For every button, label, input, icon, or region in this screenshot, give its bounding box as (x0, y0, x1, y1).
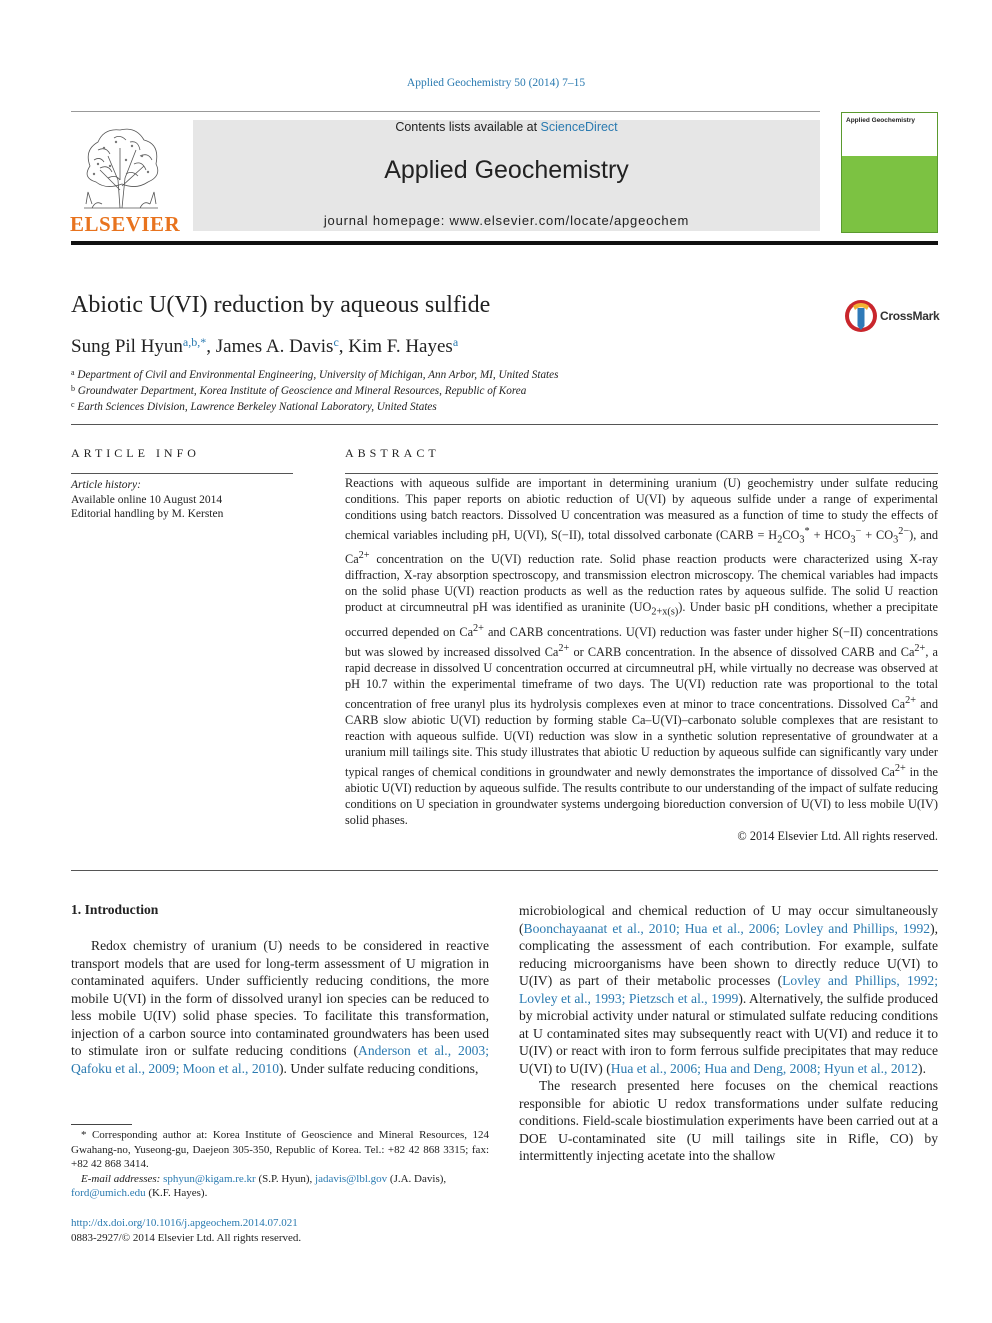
doi-block (71, 1216, 301, 1246)
journal-citation[interactable]: Applied Geochemistry 50 (2014) 7–15 (406, 77, 586, 89)
author-separator: , (206, 336, 216, 357)
header-rule (71, 111, 820, 112)
journal-title: Applied Geochemistry (384, 156, 629, 184)
author-list (71, 335, 458, 358)
abstract-body: Reactions with aqueous sulfide are important in determining uranium (U) geochemistry under sulfate reducing conditions. This paper reports on abiotic reduction of U(VI) by aqueous sulfide under a range of experimental conditions using batch reactors. Dissolved U concentration was measured as a function of time to study the effects of chemical variables including pH, U(VI), S(−II), total dissolved carbonate (CARB = $H_2CO_3^* + HCO_3^- + CO_3^{2-}$), and $Ca^{2+}$ concentration on the U(VI) reduction rate. Solid phase reaction products were characterized using X-ray diffraction, X-ray absorption spectroscopy, and transmission electron microscopy. The chemical variables had impacts on the solid phase U(VI) reaction products as well as the reduction rates by aqueous sulfide. The solid U reaction product at circumneutral pH was identified as uraninite $(UO_{2+x(s)})$. Under basic pH conditions, whether a precipitate occurred depended on $Ca^{2+}$ and CARB concentrations. U(VI) reduction was faster under higher S(−II) concentrations but was slowed by increased dissolved $Ca^{2+}$ or CARB concentration. In the absence of dissolved CARB and $Ca^{2+}$, a rapid decrease in dissolved U concentration occurred at circumneutral pH, while virtually no decrease was observed at pH 10.7 within the experimental timeframe of two days. The U(VI) reduction rate was proportional to the total concentration of free uranyl plus its hydrolysis complexes even at minor to trace concentrations. Dissolved $Ca^{2+}$ and CARB slow abiotic U(VI) reduction by forming stable Ca–U(VI)–carbonato soluble complexes that are resistant to reaction with aqueous sulfide. U(VI) reduction was slow in a synthetic solution representative of groundwater at a uranium mill tailings site. This study illustrates that abiotic U reduction by aqueous sulfide can significantly vary under typical ranges of chemical conditions in groundwater and newly demonstrates the importance of dissolved $Ca^{2+}$ in the abiotic U(VI) reduction by aqueous sulfide. The results contribute to our understanding of the impact of sulfate reducing conditions on U speciation in groundwater systems undergoing bioreduction conversion of U(VI) to less mobile U(IV) solid phases. (345, 476, 939, 827)
abstract-bottom-rule (71, 870, 938, 871)
copyright-notice: © 2014 Elsevier Ltd. All rights reserved. (737, 829, 938, 843)
email-addresses (71, 1172, 489, 1201)
body-paragraph: Redox chemistry of uranium (U) needs to be considered in reactive transport models that are used for long-term assessment of U migration in contaminated aquifers. Under sufficiently reducing conditions, the more mobile U(VI) in the form of dissolved uranyl ion species can be reduced to less mobile U(IV) solid phase species. To facilitate this transformation, injection of a carbon source into contaminated groundwaters has been used to stimulate iron or sulfate reducing conditions (Anderson et al., 2003; Qafoku et al., 2009; Moon et al., 2010). Under sulfate reducing conditions, (71, 938, 489, 1076)
doi-link[interactable]: http://dx.doi.org/10.1016/j.apgeochem.2014.07.021 (71, 1217, 298, 1229)
affiliation (71, 382, 558, 398)
history-label: Article history: (71, 479, 141, 491)
footnote-rule (71, 1124, 132, 1125)
article-info-heading: ARTICLE INFO (71, 446, 200, 460)
corresponding-author-note: * Corresponding author at: Korea Institute of Geoscience and Mineral Resources, 124 Gwahang-no, Yuseong-gu, Daejeon 305-350, Republic of Korea. Tel.: +82 42 868 3315; fax: +82 42 868 3414. (71, 1129, 489, 1170)
email-owner: (K.F. Hayes). (145, 1187, 208, 1199)
header-thick-rule (71, 241, 938, 245)
reference-link[interactable]: Lovley and Phillips, 1992; Lovley et al., 1993; Pietzsch et al., 1999 (519, 973, 938, 1006)
article-history (71, 478, 293, 522)
author-name[interactable]: Kim F. Hayes (348, 336, 453, 357)
elsevier-wordmark[interactable]: ELSEVIER (70, 212, 181, 236)
journal-cover-thumbnail[interactable] (841, 112, 938, 233)
body-paragraph: The research presented here focuses on the chemical reactions responsible for abiotic U redox transformations under sulfate reducing conditions. Field-scale biostimulation experiments have been carried out at a DOE U-contaminated site (U mill tailings site in Rifle, CO) by intermittently injecting acetate into the shallow (519, 1078, 938, 1163)
affiliation-rule (71, 424, 938, 425)
affiliation-marker: c (71, 400, 75, 410)
email-owner: (J.A. Davis), (387, 1172, 447, 1185)
cover-title: Applied Geochemistry (846, 117, 915, 124)
issn-line: 0883-2927/© 2014 Elsevier Ltd. All rights reserved. (71, 1231, 302, 1244)
author-name[interactable]: James A. Davis (215, 336, 334, 357)
author-name[interactable]: Sung Pil Hyun (71, 336, 183, 357)
body-column-left (71, 937, 489, 1077)
reference-link[interactable]: Boonchayaanat et al., 2010; Hua et al., 2006; Lovley and Phillips, 1992 (523, 920, 931, 936)
footnotes (71, 1128, 489, 1201)
affiliation (71, 398, 558, 414)
author-affil-marker[interactable]: a,b,* (182, 335, 207, 349)
affiliation (71, 366, 558, 382)
contents-availability (193, 120, 820, 134)
sciencedirect-link[interactable]: ScienceDirect (540, 120, 618, 134)
affiliation-text: Earth Sciences Division, Lawrence Berkeley National Laboratory, United States (77, 401, 437, 414)
intro-heading: 1. Introduction (71, 902, 159, 917)
email-link[interactable]: sphyun@kigam.re.kr (163, 1172, 256, 1185)
journal-homepage[interactable]: journal homepage: www.elsevier.com/locate/apgeochem (323, 213, 690, 228)
email-link[interactable]: jadavis@lbl.gov (315, 1172, 388, 1185)
email-link[interactable]: ford@umich.edu (71, 1187, 146, 1199)
author-separator: , (338, 336, 349, 357)
abstract-heading: ABSTRACT (345, 446, 440, 460)
reference-link[interactable]: Hua et al., 2006; Hua and Deng, 2008; Hyun et al., 2012 (610, 1060, 919, 1076)
crossmark-label[interactable]: CrossMark (880, 309, 940, 323)
body-column-right (519, 902, 938, 1165)
abstract-rule (345, 473, 938, 474)
email-owner: (S.P. Hyun), (255, 1172, 316, 1185)
article-info-rule (71, 473, 293, 474)
editorial-handling: Editorial handling by M. Kersten (71, 508, 224, 520)
contents-prefix: Contents lists available at (395, 120, 541, 134)
affiliation-text: Groundwater Department, Korea Institute of Geoscience and Mineral Resources, Republic of Korea (77, 385, 527, 398)
affiliation-text: Department of Civil and Environmental Engineering, University of Michigan, Ann Arbor, MI, United States (77, 369, 559, 381)
affiliation-marker: a (71, 368, 75, 377)
author-affil-marker[interactable]: c (333, 335, 339, 349)
affiliation-marker: b (71, 384, 75, 394)
reference-link[interactable]: Anderson et al., 2003; Qafoku et al., 2009; Moon et al., 2010 (71, 1043, 489, 1076)
article-title: Abiotic U(VI) reduction by aqueous sulfide (71, 292, 491, 318)
body-paragraph: microbiological and chemical reduction of U may occur simultaneously (Boonchayaanat et al., 2010; Hua et al., 2006; Lovley and Phillips, 1992), complicating the assessment of each contribution. For example, sulfate reducing microorganisms have been shown to directly reduce U(VI) to U(IV) as part of their metabolic processes (Lovley and Phillips, 1992; Lovley et al., 1993; Pietzsch et al., 1999). Alternatively, the sulfide produced by microbial activity under natural or stimulated sulfate reducing conditions at U contaminated sites may subsequently react with U(VI) and reduce it to U(IV) or react with iron to form ferrous sulfide precipitates that may reduce U(VI) to U(IV) (Hua et al., 2006; Hua and Deng, 2008; Hyun et al., 2012). (519, 903, 938, 1076)
author-affil-marker[interactable]: a (452, 335, 459, 349)
affiliations (71, 366, 558, 415)
available-online: Available online 10 August 2014 (71, 493, 223, 506)
email-label: E-mail addresses: (81, 1172, 164, 1185)
